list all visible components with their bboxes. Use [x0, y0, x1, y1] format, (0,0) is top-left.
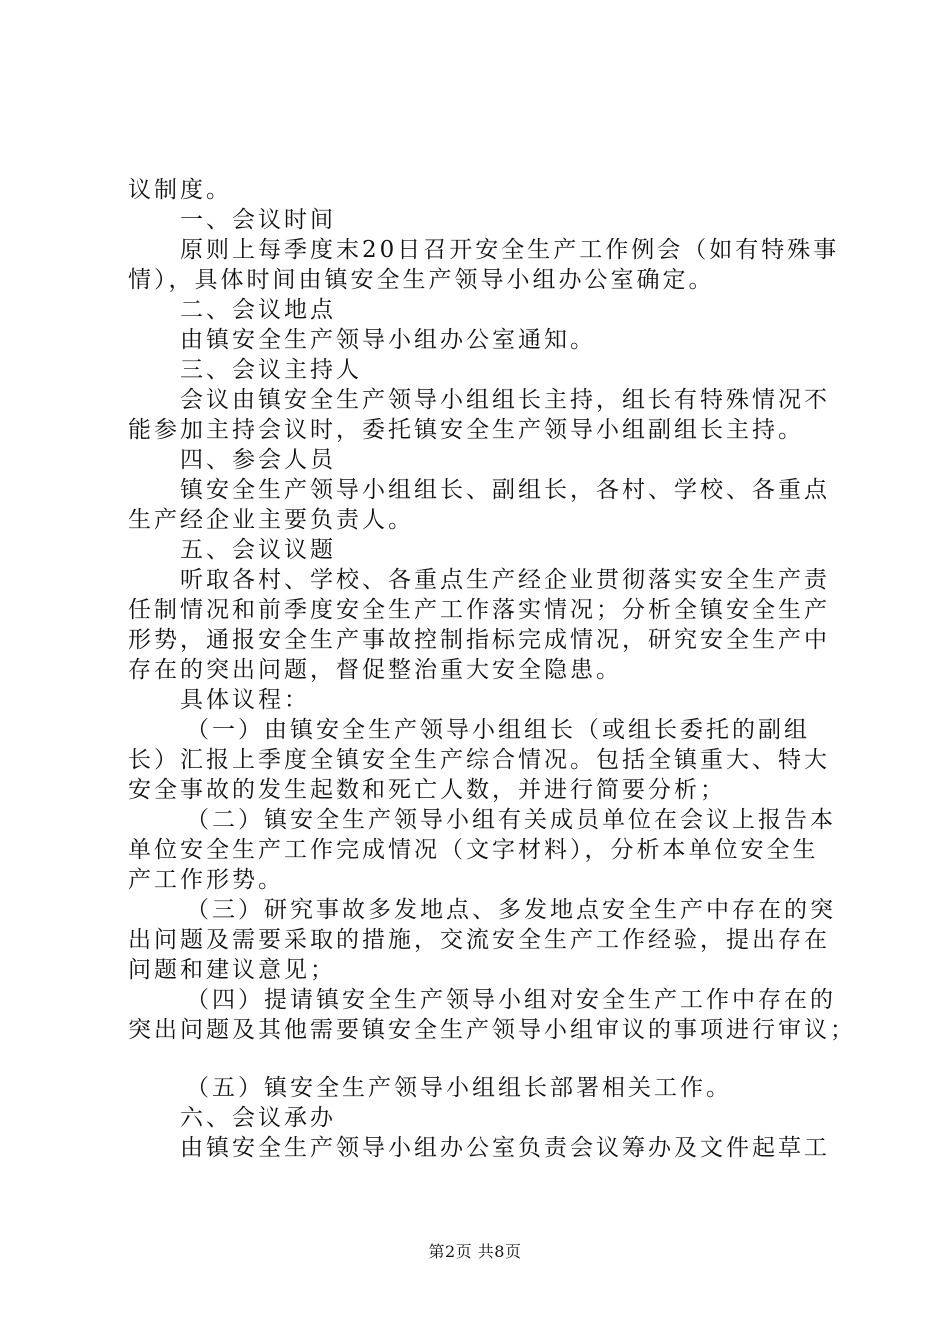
agenda-item-2: （二）镇安全生产领导小组有关成员单位在会议上报告本	[186, 807, 836, 833]
section-heading-location: 二、会议地点	[180, 297, 336, 323]
paragraph-line: 存在的突出问题，督促整治重大安全隐患。	[128, 657, 622, 683]
paragraph-line: 镇安全生产领导小组组长、副组长，各村、学校、各重点	[180, 477, 830, 503]
section-heading-topics: 五、会议议题	[180, 537, 336, 563]
agenda-item-5: （五）镇安全生产领导小组组长部署相关工作。	[186, 1075, 732, 1101]
paragraph-line: 生产经企业主要负责人。	[128, 507, 414, 533]
paragraph-line: 情），具体时间由镇安全生产领导小组办公室确定。	[128, 267, 715, 293]
section-heading-time: 一、会议时间	[180, 207, 336, 233]
agenda-item-3: （三）研究事故多发地点、多发地点安全生产中存在的突	[186, 897, 836, 923]
agenda-heading: 具体议程：	[180, 687, 310, 713]
blank-line	[128, 1045, 830, 1073]
paragraph-line: 听取各村、学校、各重点生产经企业贯彻落实安全生产责	[180, 567, 830, 593]
paragraph-line: 突出问题及其他需要镇安全生产领导小组审议的事项进行审议；	[128, 1017, 856, 1043]
paragraph-line: 长）汇报上季度全镇安全生产综合情况。包括全镇重大、特大	[128, 747, 830, 773]
section-heading-host: 三、会议主持人	[180, 357, 362, 383]
paragraph-line: 议制度。	[128, 177, 232, 203]
paragraph-line: 由镇安全生产领导小组办公室负责会议筹办及文件起草工	[180, 1135, 830, 1161]
paragraph-line: 产工作形势。	[128, 867, 284, 893]
page-number-footer: 第2页 共8页	[428, 1242, 522, 1261]
paragraph-line: 单位安全生产工作完成情况（文字材料），分析本单位安全生	[128, 837, 819, 863]
paragraph-line: 问题和建议意见；	[128, 957, 336, 983]
paragraph-line: 形势，通报安全生产事故控制指标完成情况，研究安全生产中	[128, 627, 830, 653]
paragraph-line: 安全事故的发生起数和死亡人数，并进行简要分析；	[128, 777, 726, 803]
agenda-item-4: （四）提请镇安全生产领导小组对安全生产工作中存在的	[186, 987, 836, 1013]
paragraph-line: 由镇安全生产领导小组办公室通知。	[180, 327, 596, 353]
agenda-item-1: （一）由镇安全生产领导小组组长（或组长委托的副组	[186, 717, 810, 743]
section-heading-attendees: 四、参会人员	[180, 447, 336, 473]
section-heading-organizer: 六、会议承办	[180, 1105, 336, 1131]
paragraph-line: 出问题及需要采取的措施，交流安全生产工作经验，提出存在	[128, 927, 830, 953]
paragraph-line: 能参加主持会议时，委托镇安全生产领导小组副组长主持。	[128, 417, 804, 443]
paragraph-line: 原则上每季度末20日召开安全生产工作例会（如有特殊事	[180, 237, 840, 263]
paragraph-line: 会议由镇安全生产领导小组组长主持，组长有特殊情况不	[180, 387, 830, 413]
paragraph-line: 任制情况和前季度安全生产工作落实情况；分析全镇安全生产	[128, 597, 830, 623]
document-body	[128, 175, 856, 1163]
